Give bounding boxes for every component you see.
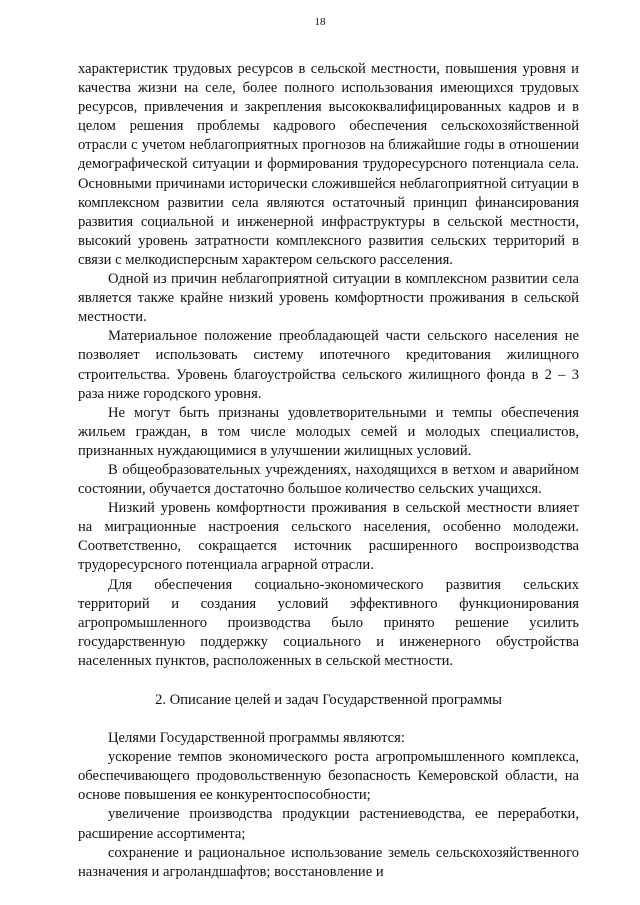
section-heading: 2. Описание целей и задач Государственной программы	[155, 692, 502, 708]
paragraph: Для обеспечения социально-экономического развития сельских территорий и создания условий эффективного функционирования агропромышленного производства было принято решение усилить государственную поддержку социального и инженерного обустройства населенных пунктов, расположенных в сельской местности.	[78, 576, 579, 669]
goal-item: увеличение производства продукции растениеводства, ее переработки, расширение ассортимента;	[78, 806, 579, 842]
paragraph: Одной из причин неблагоприятной ситуации в комплексном развитии села является также крайне низкий уровень комфортности проживания в сельской местности.	[78, 271, 579, 326]
paragraph: характеристик трудовых ресурсов в сельской местности, повышения уровня и качества жизни на селе, более полного использования имеющихся трудовых ресурсов, привлечения и закрепления высококвалифицированных кадров и в целом решения проблемы кадрового обеспечения сельскохозяйственной отрасли с учетом неблагоприятных прогнозов на ближайшие годы в отношении демографической ситуации и формирования трудоресурсного потенциала села. Основными причинами исторически сложившейся неблагоприятной ситуации в комплексном развитии села являются остаточный принцип финансирования развития социальной и инженерной инфраструктуры в сельской местности, высокий уровень затратности комплексного развития сельских территорий в связи с мелкодисперсным характером сельского расселения.	[78, 61, 579, 268]
page-number: 18	[314, 16, 326, 28]
goal-item: сохранение и рациональное использование земель сельскохозяйственного назначения и агроландшафтов; восстановление и	[78, 844, 579, 880]
paragraph: Не могут быть признаны удовлетворительными и темпы обеспечения жильем граждан, в том числе молодых семей и молодых специалистов, признанных нуждающимися в улучшении жилищных условий.	[78, 404, 579, 459]
paragraph: В общеобразовательных учреждениях, находящихся в ветхом и аварийном состоянии, обучается достаточно большое количество сельских учащихся.	[78, 461, 579, 498]
paragraph: Низкий уровень комфортности проживания в сельской местности влияет на миграционные настроения сельского населения, особенно молодежи. Соответственно, сокращается источник расширенного воспроизводства трудоресурсного потенциала аграрной отрасли.	[78, 500, 579, 574]
paragraph: Материальное положение преобладающей части сельского населения не позволяет использовать систему ипотечного кредитования жилищного строительства. Уровень благоустройства сельского жилищного фонда в 2 – 3 раза ниже городского уровня.	[78, 328, 579, 402]
goals-intro: Целями Государственной программы являются:	[108, 730, 405, 747]
goal-item: ускорение темпов экономического роста агропромышленного комплекса, обеспечивающего продовольственную безопасность Кемеровской области, на основе повышения ее конкурентоспособности;	[78, 749, 579, 804]
document-body	[78, 60, 579, 882]
